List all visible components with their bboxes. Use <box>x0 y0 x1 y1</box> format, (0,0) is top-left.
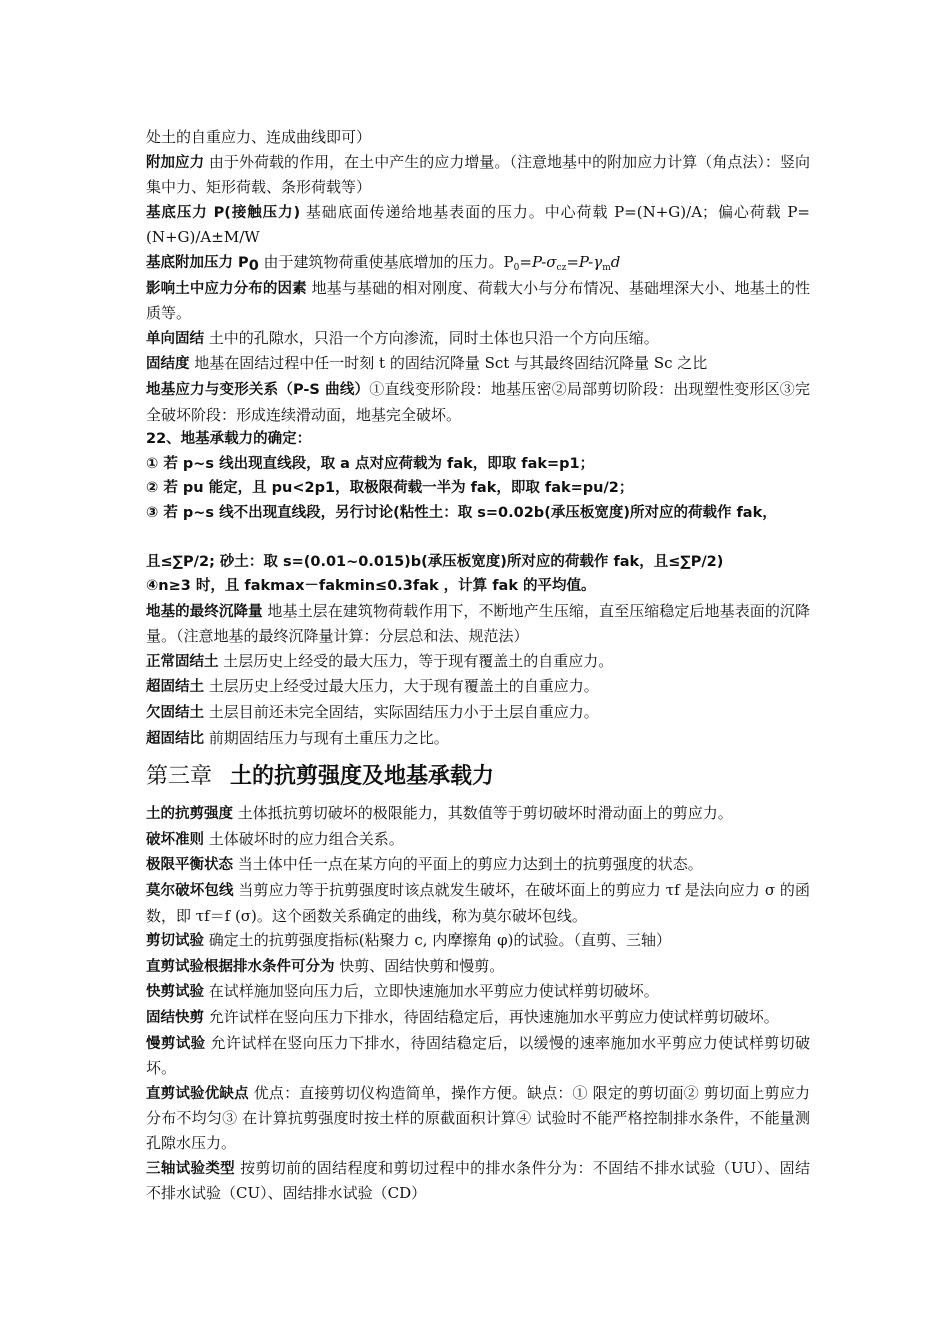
term: 附加应力 <box>146 154 205 171</box>
term: 土的抗剪强度 <box>146 806 233 823</box>
term-paragraph <box>146 928 810 954</box>
chapter-number: 第三章 <box>146 764 213 790</box>
term: 直剪试验优缺点 <box>146 1085 249 1102</box>
definition: 由于建筑物荷重使基底增加的压力。P <box>258 252 514 271</box>
definition: 土体抵抗剪切破坏的极限能力，其数值等于剪切破坏时滑动面上的剪应力。 <box>233 804 733 823</box>
term-paragraph <box>146 700 810 726</box>
term: 剪切试验 <box>146 933 204 950</box>
formula: =P-σ <box>519 252 557 271</box>
term-paragraph <box>146 979 810 1005</box>
term-paragraph <box>146 1005 810 1031</box>
term: 三轴试验类型 <box>146 1160 236 1177</box>
term-paragraph <box>146 276 810 326</box>
definition: 土体破坏时的应力组合关系。 <box>204 829 404 848</box>
definition: 土中的孔隙水，只沿一个方向渗流，同时土体也只沿一个方向压缩。 <box>204 328 659 347</box>
term: 单向固结 <box>146 330 204 347</box>
definition: 当剪应力等于抗剪强度时该点就发生破坏，在破坏面上的剪应力 τf 是法向应力 σ 的函数，即 τf＝f (σ)。这个函数关系确定的曲线，称为莫尔破坏包线。 <box>146 881 811 925</box>
chapter-heading <box>146 759 810 795</box>
definition: 允许试样在竖向压力下排水，待固结稳定后，以缓慢的速率施加水平剪应力使试样剪切破坏。 <box>146 1033 810 1078</box>
term-paragraph <box>146 599 810 649</box>
term: 莫尔破坏包线 <box>146 883 234 900</box>
definition: 土层历史上经受过最大压力，大于现有覆盖土的自重应力。 <box>204 677 599 696</box>
term: 超固结比 <box>146 730 204 747</box>
paragraph <box>146 125 810 150</box>
text: 处土的自重应力、连成曲线即可） <box>146 128 372 146</box>
definition: 地基在固结过程中任一时刻 t 的固结沉降量 Sct 与其最终固结沉降量 Sc 之比 <box>189 354 708 373</box>
term-paragraph <box>146 674 810 700</box>
definition: 当土体中任一点在某方向的平面上的剪应力达到土的抗剪强度的状态。 <box>233 855 703 874</box>
subscript: cz <box>556 262 567 273</box>
term: 极限平衡状态 <box>146 857 233 874</box>
term: 基底附加压力 P <box>146 254 249 271</box>
term-paragraph <box>146 200 810 250</box>
subscript: m <box>602 262 611 273</box>
definition: 在试样施加竖向压力后，立即快速施加水平剪应力使试样剪切破坏。 <box>204 982 659 1001</box>
term: 影响土中应力分布的因素 <box>146 280 307 297</box>
formula: =P-γ <box>566 252 603 271</box>
term-paragraph <box>146 878 810 928</box>
term-paragraph <box>146 1031 810 1081</box>
subscript: 0 <box>513 262 520 273</box>
document-body <box>146 125 810 1206</box>
term-subscript: 0 <box>248 257 259 274</box>
term-paragraph <box>146 351 810 377</box>
chapter-title: 土的抗剪强度及地基承载力 <box>230 764 495 790</box>
list-item: ③ 若 p~s 线不出现直线段，另行讨论(粘性土：取 s=0.02b(承压板宽度)所对应的荷载作 fak， <box>146 504 777 521</box>
term-paragraph <box>146 801 810 827</box>
term: 固结度 <box>146 356 190 373</box>
term: 地基的最终沉降量 <box>146 603 263 620</box>
term: 超固结土 <box>146 679 204 696</box>
list-item: ② 若 pu 能定，且 pu<2p1，取极限荷载一半为 fak，即取 fak=pu/2； <box>146 480 634 497</box>
definition: 前期固结压力与现有土重压力之比。 <box>204 728 449 747</box>
definition: 按剪切前的固结程度和剪切过程中的排水条件分为：不固结不排水试验（UU）、固结不排水试验（CU）、固结排水试验（CD） <box>146 1158 810 1203</box>
term-paragraph <box>146 150 810 200</box>
formula: d <box>610 252 621 271</box>
term: 基底压力 P(接触压力) <box>146 204 301 221</box>
term-paragraph <box>146 377 810 427</box>
definition: 允许试样在竖向压力下排水，待固结稳定后，再快速施加水平剪应力使试样剪切破坏。 <box>204 1008 779 1026</box>
definition: 由于外荷载的作用，在土中产生的应力增量。（注意地基中的附加应力计算（角点法）：竖向集中力、矩形荷载、条形荷载等） <box>146 152 810 197</box>
term-paragraph <box>146 250 810 276</box>
definition: 土层历史上经受的最大压力，等于现有覆盖土的自重应力。 <box>218 651 614 670</box>
term-paragraph <box>146 852 810 878</box>
term-paragraph <box>146 326 810 352</box>
definition: 确定土的抗剪强度指标(粘聚力 c, 内摩擦角 φ)的试验。（直剪、三轴） <box>204 931 671 950</box>
spacer <box>146 526 810 550</box>
list-item-continuation: 且≤∑P/2; 砂土：取 s=(0.01~0.015)b(承压板宽度)所对应的荷载作 fak，且≤∑P/2) <box>146 553 724 570</box>
term: 慢剪试验 <box>146 1035 206 1052</box>
term: 地基应力与变形关系（P-S 曲线） <box>146 381 370 398</box>
definition: 基础底面传递给地基表面的压力。中心荷载 P=(N+G)/A；偏心荷载 P=(N+G)/A±M/W <box>146 202 810 247</box>
definition: ①直线变形阶段：地基压密②局部剪切阶段：出现塑性变形区③完全破坏阶段：形成连续滑动面，地基完全破坏。 <box>146 379 810 424</box>
term-paragraph <box>146 954 810 980</box>
list-item: ① 若 p~s 线出现直线段，取 a 点对应荷载为 fak，即取 fak=p1； <box>146 455 595 472</box>
term: 快剪试验 <box>146 984 204 1001</box>
definition: 优点：直接剪切仪构造简单，操作方便。缺点：① 限定的剪切面② 剪切面上剪应力分布不均匀③ 在计算抗剪强度时按土样的原截面积计算④ 试验时不能严格控制排水条件，不能量测孔隙水压力。 <box>146 1083 811 1152</box>
definition: 快剪、固结快剪和慢剪。 <box>334 956 505 975</box>
term-paragraph <box>146 1156 810 1206</box>
term-paragraph <box>146 726 810 752</box>
definition: 地基与基础的相对刚度、荷载大小与分布情况、基础埋深大小、地基土的性质等。 <box>146 278 810 323</box>
term: 欠固结土 <box>146 705 204 722</box>
definition: 土层目前还未完全固结，实际固结压力小于土层自重应力。 <box>204 703 599 722</box>
term-paragraph <box>146 1081 810 1156</box>
term-paragraph <box>146 649 810 675</box>
term: 正常固结土 <box>146 653 219 670</box>
term: 直剪试验根据排水条件可分为 <box>146 958 335 975</box>
section-heading: 22、地基承载力的确定： <box>146 431 312 448</box>
term: 固结快剪 <box>146 1010 204 1026</box>
list-item: ④n≥3 时，且 fakmax－fakmin≤0.3fak ，计算 fak 的平均值。 <box>146 578 596 595</box>
definition: 地基土层在建筑物荷载作用下，不断地产生压缩，直至压缩稳定后地基表面的沉降量。（注意地基的最终沉降量计算：分层总和法、规范法） <box>146 601 810 646</box>
term-paragraph <box>146 827 810 853</box>
term: 破坏准则 <box>146 831 204 848</box>
